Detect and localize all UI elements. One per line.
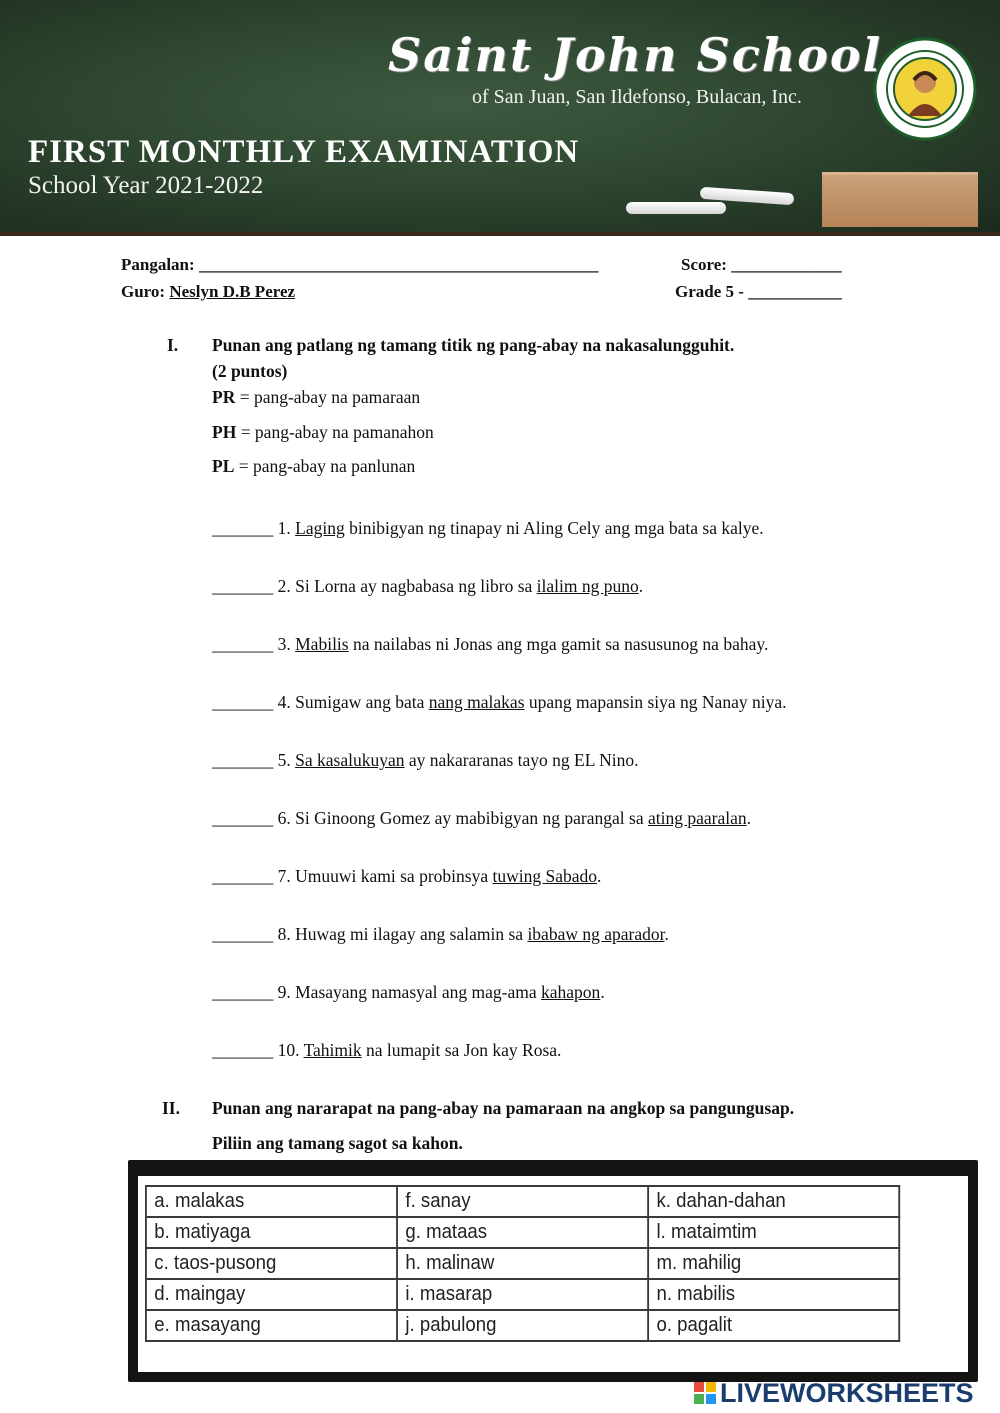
legend-code: PL bbox=[212, 456, 235, 476]
answer-blank[interactable]: _______ bbox=[212, 692, 274, 712]
question-item bbox=[212, 750, 639, 771]
legend-meaning: = pang-abay na pamaraan bbox=[239, 387, 421, 407]
grade-blank[interactable]: ___________ bbox=[748, 282, 842, 301]
choice-cell: k. dahan-dahan bbox=[648, 1186, 899, 1217]
question-text: na lumapit sa Jon kay Rosa. bbox=[361, 1040, 562, 1060]
question-number: 5. bbox=[277, 750, 291, 770]
question-text: Umuuwi kami sa probinsya bbox=[295, 866, 493, 886]
teacher-label: Guro: bbox=[121, 282, 166, 301]
question-text: Si Lorna ay nagbabasa ng libro sa bbox=[295, 576, 537, 596]
choice-cell: h. malinaw bbox=[397, 1248, 648, 1279]
question-number: 6. bbox=[277, 808, 291, 828]
question-item bbox=[212, 924, 669, 945]
score-label: Score: bbox=[681, 255, 727, 274]
name-blank[interactable]: _______________________________________________ bbox=[198, 255, 599, 274]
question-text: . bbox=[746, 808, 751, 828]
school-year: School Year 2021-2022 bbox=[28, 172, 264, 199]
underlined-adverb: ating paaralan bbox=[647, 808, 747, 828]
answer-blank[interactable]: _______ bbox=[212, 808, 274, 828]
legend-meaning: = pang-abay na pamanahon bbox=[240, 422, 434, 442]
legend-code: PR bbox=[212, 387, 236, 407]
question-text: Sumigaw ang bata bbox=[295, 692, 429, 712]
school-name: Saint John School bbox=[388, 28, 883, 82]
choice-cell: j. pabulong bbox=[397, 1310, 648, 1341]
part2-instruction: Punan ang nararapat na pang-abay na pamaraan na angkop sa pangungusap. bbox=[212, 1098, 795, 1118]
question-number: 10. bbox=[277, 1040, 300, 1060]
legend-code: PH bbox=[212, 422, 237, 442]
legend-meaning: = pang-abay na panlunan bbox=[238, 456, 416, 476]
answer-blank[interactable]: _______ bbox=[212, 634, 274, 654]
name-field bbox=[121, 255, 598, 275]
choice-cell: n. mabilis bbox=[648, 1279, 899, 1310]
underlined-adverb: kahapon bbox=[541, 982, 601, 1002]
chalkboard-banner bbox=[0, 0, 1000, 236]
question-item bbox=[212, 808, 751, 829]
underlined-adverb: Laging bbox=[295, 518, 345, 538]
answer-blank[interactable]: _______ bbox=[212, 576, 274, 596]
legend-item bbox=[212, 387, 420, 408]
answer-blank[interactable]: _______ bbox=[212, 518, 274, 538]
question-text: Masayang namasyal ang mag-ama bbox=[295, 982, 542, 1002]
answer-blank[interactable]: _______ bbox=[212, 750, 274, 770]
table-row bbox=[146, 1279, 899, 1310]
choices-table bbox=[145, 1185, 900, 1342]
question-text: . bbox=[664, 924, 669, 944]
choice-cell: c. taos-pusong bbox=[146, 1248, 397, 1279]
choice-cell: e. masayang bbox=[146, 1310, 397, 1341]
liveworksheets-logo-icon bbox=[694, 1382, 716, 1404]
answer-blank[interactable]: _______ bbox=[212, 982, 274, 1002]
part1-instruction: Punan ang patlang ng tamang titik ng pang-abay na nakasalungguhit. bbox=[212, 335, 735, 355]
choice-cell: d. maingay bbox=[146, 1279, 397, 1310]
choice-cell: l. mataimtim bbox=[648, 1217, 899, 1248]
question-item bbox=[212, 982, 605, 1003]
table-row bbox=[146, 1248, 899, 1279]
school-address: of San Juan, San Ildefonso, Bulacan, Inc. bbox=[472, 86, 802, 108]
school-seal-icon bbox=[872, 36, 978, 142]
underlined-adverb: Sa kasalukuyan bbox=[295, 750, 405, 770]
question-text: na nailabas ni Jonas ang mga gamit sa nasusunog na bahay. bbox=[348, 634, 769, 654]
part1-points: (2 puntos) bbox=[212, 361, 288, 381]
answer-blank[interactable]: _______ bbox=[212, 866, 274, 886]
legend-item bbox=[212, 456, 415, 477]
legend-item bbox=[212, 422, 434, 443]
choice-cell: b. matiyaga bbox=[146, 1217, 397, 1248]
question-number: 2. bbox=[277, 576, 291, 596]
logo-text: LIVEWORKSHEETS bbox=[720, 1378, 974, 1408]
underlined-adverb: ibabaw ng aparador bbox=[527, 924, 665, 944]
question-item bbox=[212, 634, 768, 655]
teacher-field bbox=[121, 282, 295, 302]
score-field bbox=[681, 255, 842, 275]
choice-cell: o. pagalit bbox=[648, 1310, 899, 1341]
question-text: ay nakararanas tayo ng EL Nino. bbox=[404, 750, 639, 770]
underlined-adverb: Mabilis bbox=[295, 634, 349, 654]
chalk-decoration bbox=[626, 202, 726, 214]
part2-instruction-2: Piliin ang tamang sagot sa kahon. bbox=[212, 1133, 463, 1153]
underlined-adverb: ilalim ng puno bbox=[536, 576, 639, 596]
table-row bbox=[146, 1217, 899, 1248]
grade-field bbox=[675, 282, 842, 302]
part1-numeral: I. bbox=[167, 335, 179, 355]
question-item bbox=[212, 1040, 561, 1061]
name-label: Pangalan: bbox=[121, 255, 195, 274]
underlined-adverb: Tahimik bbox=[303, 1040, 362, 1060]
question-item bbox=[212, 576, 643, 597]
question-number: 7. bbox=[277, 866, 291, 886]
exam-title: FIRST MONTHLY EXAMINATION bbox=[28, 134, 580, 170]
choice-cell: m. mahilig bbox=[648, 1248, 899, 1279]
underlined-adverb: tuwing Sabado bbox=[492, 866, 597, 886]
question-number: 8. bbox=[277, 924, 291, 944]
choice-cell: i. masarap bbox=[397, 1279, 648, 1310]
grade-label: Grade 5 - bbox=[675, 282, 744, 301]
choice-cell: a. malakas bbox=[146, 1186, 397, 1217]
choice-cell: g. mataas bbox=[397, 1217, 648, 1248]
question-text: . bbox=[596, 866, 602, 886]
question-text: . bbox=[600, 982, 605, 1002]
question-item bbox=[212, 866, 601, 887]
question-text: binibigyan ng tinapay ni Aling Cely ang mga bata sa kalye. bbox=[344, 518, 764, 538]
question-item bbox=[212, 518, 764, 539]
answer-blank[interactable]: _______ bbox=[212, 1040, 274, 1060]
table-row bbox=[146, 1186, 899, 1217]
question-number: 4. bbox=[277, 692, 291, 712]
answer-blank[interactable]: _______ bbox=[212, 924, 274, 944]
question-text: upang mapansin siya ng Nanay niya. bbox=[524, 692, 787, 712]
liveworksheets-logo[interactable] bbox=[694, 1378, 974, 1412]
score-blank[interactable]: _____________ bbox=[731, 255, 842, 274]
question-number: 1. bbox=[277, 518, 291, 538]
choice-cell: f. sanay bbox=[397, 1186, 648, 1217]
question-number: 9. bbox=[277, 982, 291, 1002]
question-text: . bbox=[638, 576, 644, 596]
teacher-name: Neslyn D.B Perez bbox=[169, 282, 296, 301]
question-item bbox=[212, 692, 786, 713]
question-text: Si Ginoong Gomez ay mabibigyan ng parangal sa bbox=[295, 808, 648, 828]
question-number: 3. bbox=[277, 634, 291, 654]
question-text: Huwag mi ilagay ang salamin sa bbox=[295, 924, 528, 944]
table-row bbox=[146, 1310, 899, 1341]
part2-numeral: II. bbox=[162, 1098, 180, 1118]
chalk-tray-decoration bbox=[822, 172, 978, 227]
underlined-adverb: nang malakas bbox=[428, 692, 525, 712]
